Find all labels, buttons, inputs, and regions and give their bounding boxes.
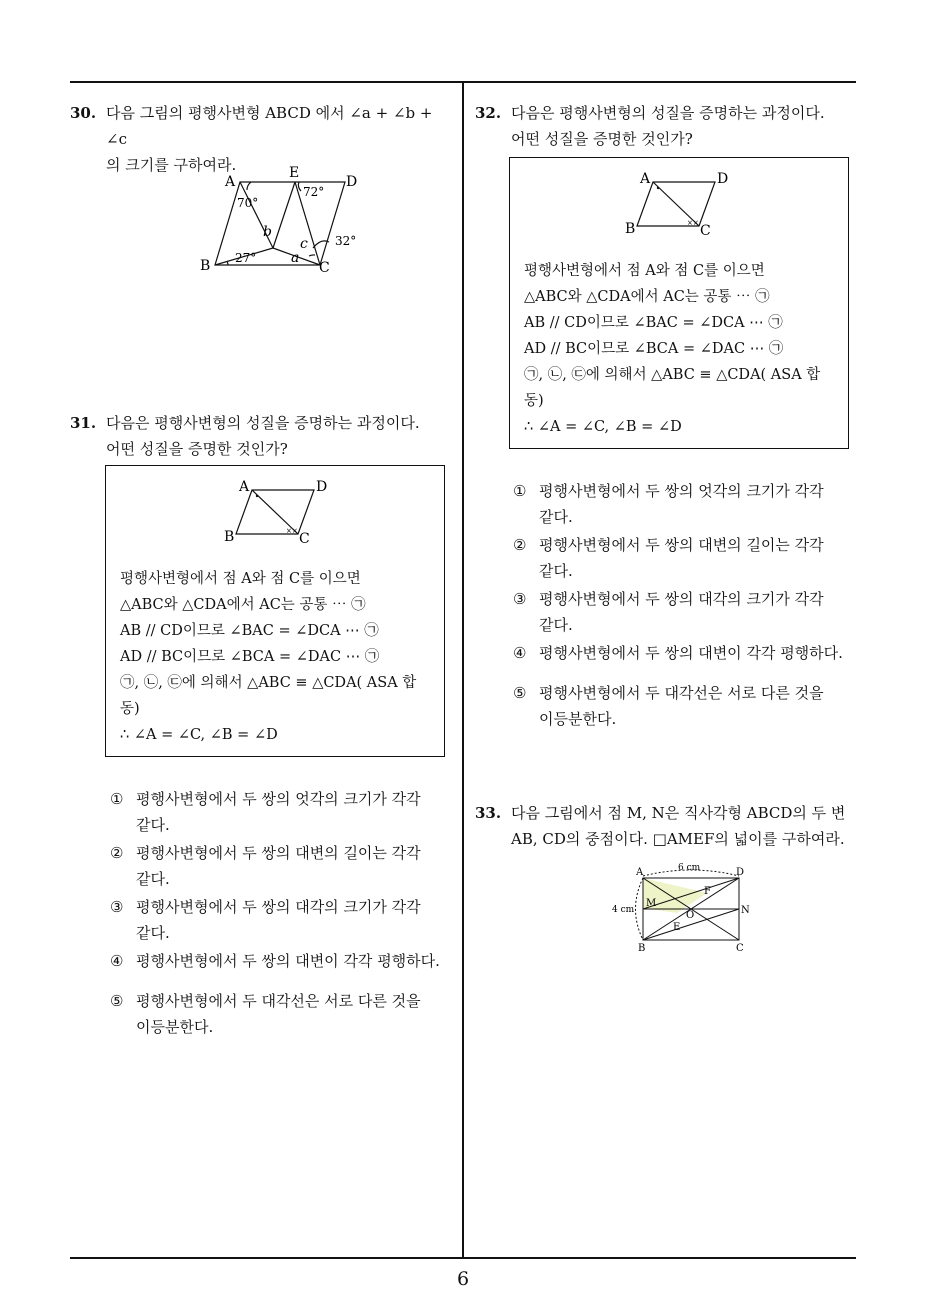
label-b-vertex: B: [638, 943, 646, 954]
label-b-vertex: B: [625, 221, 636, 237]
question-33-text: [475, 800, 860, 852]
question-line-1: 다음은 평행사변형의 성질을 증명하는 과정이다.: [511, 104, 825, 122]
question-line-1: 다음 그림에서 점 M, N은 직사각형 ABCD의 두 변: [511, 804, 846, 822]
label-width: 6 cm: [678, 863, 701, 873]
svg-text:××: ××: [687, 219, 699, 227]
column-divider: [462, 81, 464, 1259]
proof-lines: [120, 566, 434, 748]
label-d-vertex: D: [717, 171, 729, 187]
choice-text: 평행사변형에서 두 쌍의 엇각의 크기가 각각: [136, 790, 421, 808]
segment-xe: [273, 182, 295, 248]
proof-line-5: ㉠, ㉡, ㉢에 의해서 △ABC ≡ △CDA( ASA 합: [524, 367, 821, 383]
label-n-point: N: [741, 905, 750, 916]
bottom-rule: [70, 1257, 856, 1259]
question-31: [70, 410, 450, 462]
choice-mark: ④: [110, 952, 124, 970]
proof-line-6: 동): [524, 393, 544, 409]
label-c-vertex: C: [299, 531, 310, 546]
proof-line-7: ∴ ∠A = ∠C, ∠B = ∠D: [120, 727, 278, 743]
choice-text: 평행사변형에서 두 쌍의 대변의 길이는 각각: [539, 536, 824, 554]
choice-32-2[interactable]: [513, 532, 858, 584]
q30-parallelogram-figure: [195, 160, 370, 280]
question-31-text: [70, 410, 450, 462]
q33-rectangle-figure: [610, 858, 760, 956]
proof-line-1: 평행사변형에서 점 A와 점 C를 이으면: [120, 571, 361, 587]
choice-mark: ①: [513, 482, 527, 500]
label-f-point: F: [704, 886, 711, 897]
label-72: 72°: [303, 185, 325, 199]
question-number: 32.: [475, 104, 502, 122]
label-height: 4 cm: [612, 905, 635, 915]
choice-mark: ③: [110, 898, 124, 916]
choice-text: 평행사변형에서 두 쌍의 대각의 크기가 각각: [539, 590, 824, 608]
label-32: 32°: [335, 234, 357, 248]
proof-box-32: [509, 157, 849, 449]
label-a-vertex: A: [239, 479, 250, 495]
choice-text-cont: 같다.: [539, 508, 573, 526]
choice-32-3[interactable]: [513, 586, 858, 638]
question-line-2: 의 크기를 구하여라.: [106, 156, 237, 174]
choice-mark: ①: [110, 790, 124, 808]
choice-text: 평행사변형에서 두 쌍의 대변의 길이는 각각: [136, 844, 421, 862]
choice-text-cont: 같다.: [136, 924, 170, 942]
q31-parallelogram-figure: [224, 476, 334, 546]
choice-mark: ④: [513, 644, 527, 662]
svg-text:××: ××: [286, 527, 298, 535]
page-number: 6: [456, 1268, 470, 1290]
choice-31-4[interactable]: [110, 948, 455, 974]
proof-line-3: AB // CD이므로 ∠BAC = ∠DCA ⋯ ㉠: [524, 315, 783, 331]
label-angle-b: b: [263, 224, 272, 240]
proof-lines: [524, 258, 838, 440]
choice-mark: ⑤: [513, 684, 527, 702]
label-a-vertex: A: [640, 171, 651, 187]
choice-32-4[interactable]: [513, 640, 858, 666]
label-b-vertex: B: [200, 258, 211, 274]
choice-text-cont: 이등분한다.: [136, 1018, 214, 1036]
choice-mark: ⑤: [110, 992, 124, 1010]
label-c-vertex: C: [319, 260, 330, 276]
label-angle-c: c: [300, 236, 308, 252]
choice-text-cont: 이등분한다.: [539, 710, 617, 728]
question-32-text: [475, 100, 855, 152]
choice-mark: ②: [110, 844, 124, 862]
choice-31-3[interactable]: [110, 894, 455, 946]
label-27: 27°: [235, 251, 257, 265]
question-number: 31.: [70, 414, 97, 432]
height-brace: [636, 878, 644, 940]
choice-32-5[interactable]: [513, 680, 858, 732]
proof-line-5: ㉠, ㉡, ㉢에 의해서 △ABC ≡ △CDA( ASA 합: [120, 675, 417, 691]
proof-line-3: AB // CD이므로 ∠BAC = ∠DCA ⋯ ㉠: [120, 623, 379, 639]
proof-line-2: △ABC와 △CDA에서 AC는 공통 ⋯ ㉠: [524, 289, 770, 305]
label-a-vertex: A: [636, 867, 644, 878]
label-b-vertex: B: [224, 529, 235, 545]
question-line-2: AB, CD의 중점이다. □AMEF의 넓이를 구하여라.: [511, 830, 845, 848]
question-line-2: 어떤 성질을 증명한 것인가?: [511, 130, 693, 148]
proof-box-31: [105, 465, 445, 757]
proof-line-1: 평행사변형에서 점 A와 점 C를 이으면: [524, 263, 765, 279]
proof-line-2: △ABC와 △CDA에서 AC는 공통 ⋯ ㉠: [120, 597, 366, 613]
proof-line-7: ∴ ∠A = ∠C, ∠B = ∠D: [524, 419, 682, 435]
label-d-vertex: D: [346, 174, 358, 190]
choice-text-cont: 같다.: [136, 870, 170, 888]
label-c-vertex: C: [700, 223, 711, 238]
question-line-2: 어떤 성질을 증명한 것인가?: [106, 440, 288, 458]
label-o-point: O: [686, 910, 695, 921]
label-e-point: E: [673, 922, 681, 933]
proof-line-4: AD // BC이므로 ∠BCA = ∠DAC ⋯ ㉠: [120, 649, 380, 665]
question-line-1: 다음은 평행사변형의 성질을 증명하는 과정이다.: [106, 414, 420, 432]
choice-text: 평행사변형에서 두 쌍의 대변이 각각 평행하다.: [136, 952, 440, 970]
choice-text: 평행사변형에서 두 대각선은 서로 다른 것을: [539, 684, 824, 702]
label-m-point: M: [646, 898, 657, 909]
choice-text: 평행사변형에서 두 쌍의 대각의 크기가 각각: [136, 898, 421, 916]
choice-text-cont: 같다.: [539, 616, 573, 634]
choice-31-5[interactable]: [110, 988, 455, 1040]
choice-text: 평행사변형에서 두 쌍의 엇각의 크기가 각각: [539, 482, 824, 500]
label-d-vertex: D: [736, 867, 745, 878]
label-70: 70°: [237, 196, 259, 210]
label-d-vertex: D: [316, 479, 328, 495]
choice-mark: ②: [513, 536, 527, 554]
choice-32-1[interactable]: [513, 478, 858, 530]
proof-line-4: AD // BC이므로 ∠BCA = ∠DAC ⋯ ㉠: [524, 341, 784, 357]
proof-line-6: 동): [120, 701, 140, 717]
question-line-1: 다음 그림의 평행사변형 ABCD 에서 ∠a + ∠b + ∠c: [106, 104, 433, 148]
choice-31-2[interactable]: [110, 840, 455, 892]
label-e-vertex: E: [289, 165, 300, 181]
question-number: 30.: [70, 104, 97, 122]
question-33: [475, 800, 860, 852]
choice-mark: ③: [513, 590, 527, 608]
label-a-vertex: A: [225, 174, 236, 190]
q32-parallelogram-figure: [625, 168, 735, 238]
choice-text-cont: 같다.: [136, 816, 170, 834]
choice-31-1[interactable]: [110, 786, 455, 838]
choice-text: 평행사변형에서 두 대각선은 서로 다른 것을: [136, 992, 421, 1010]
question-number: 33.: [475, 804, 502, 822]
label-c-vertex: C: [736, 943, 744, 954]
question-32: [475, 100, 855, 152]
label-angle-a: a: [291, 250, 300, 266]
choice-text-cont: 같다.: [539, 562, 573, 580]
choice-text: 평행사변형에서 두 쌍의 대변이 각각 평행하다.: [539, 644, 843, 662]
